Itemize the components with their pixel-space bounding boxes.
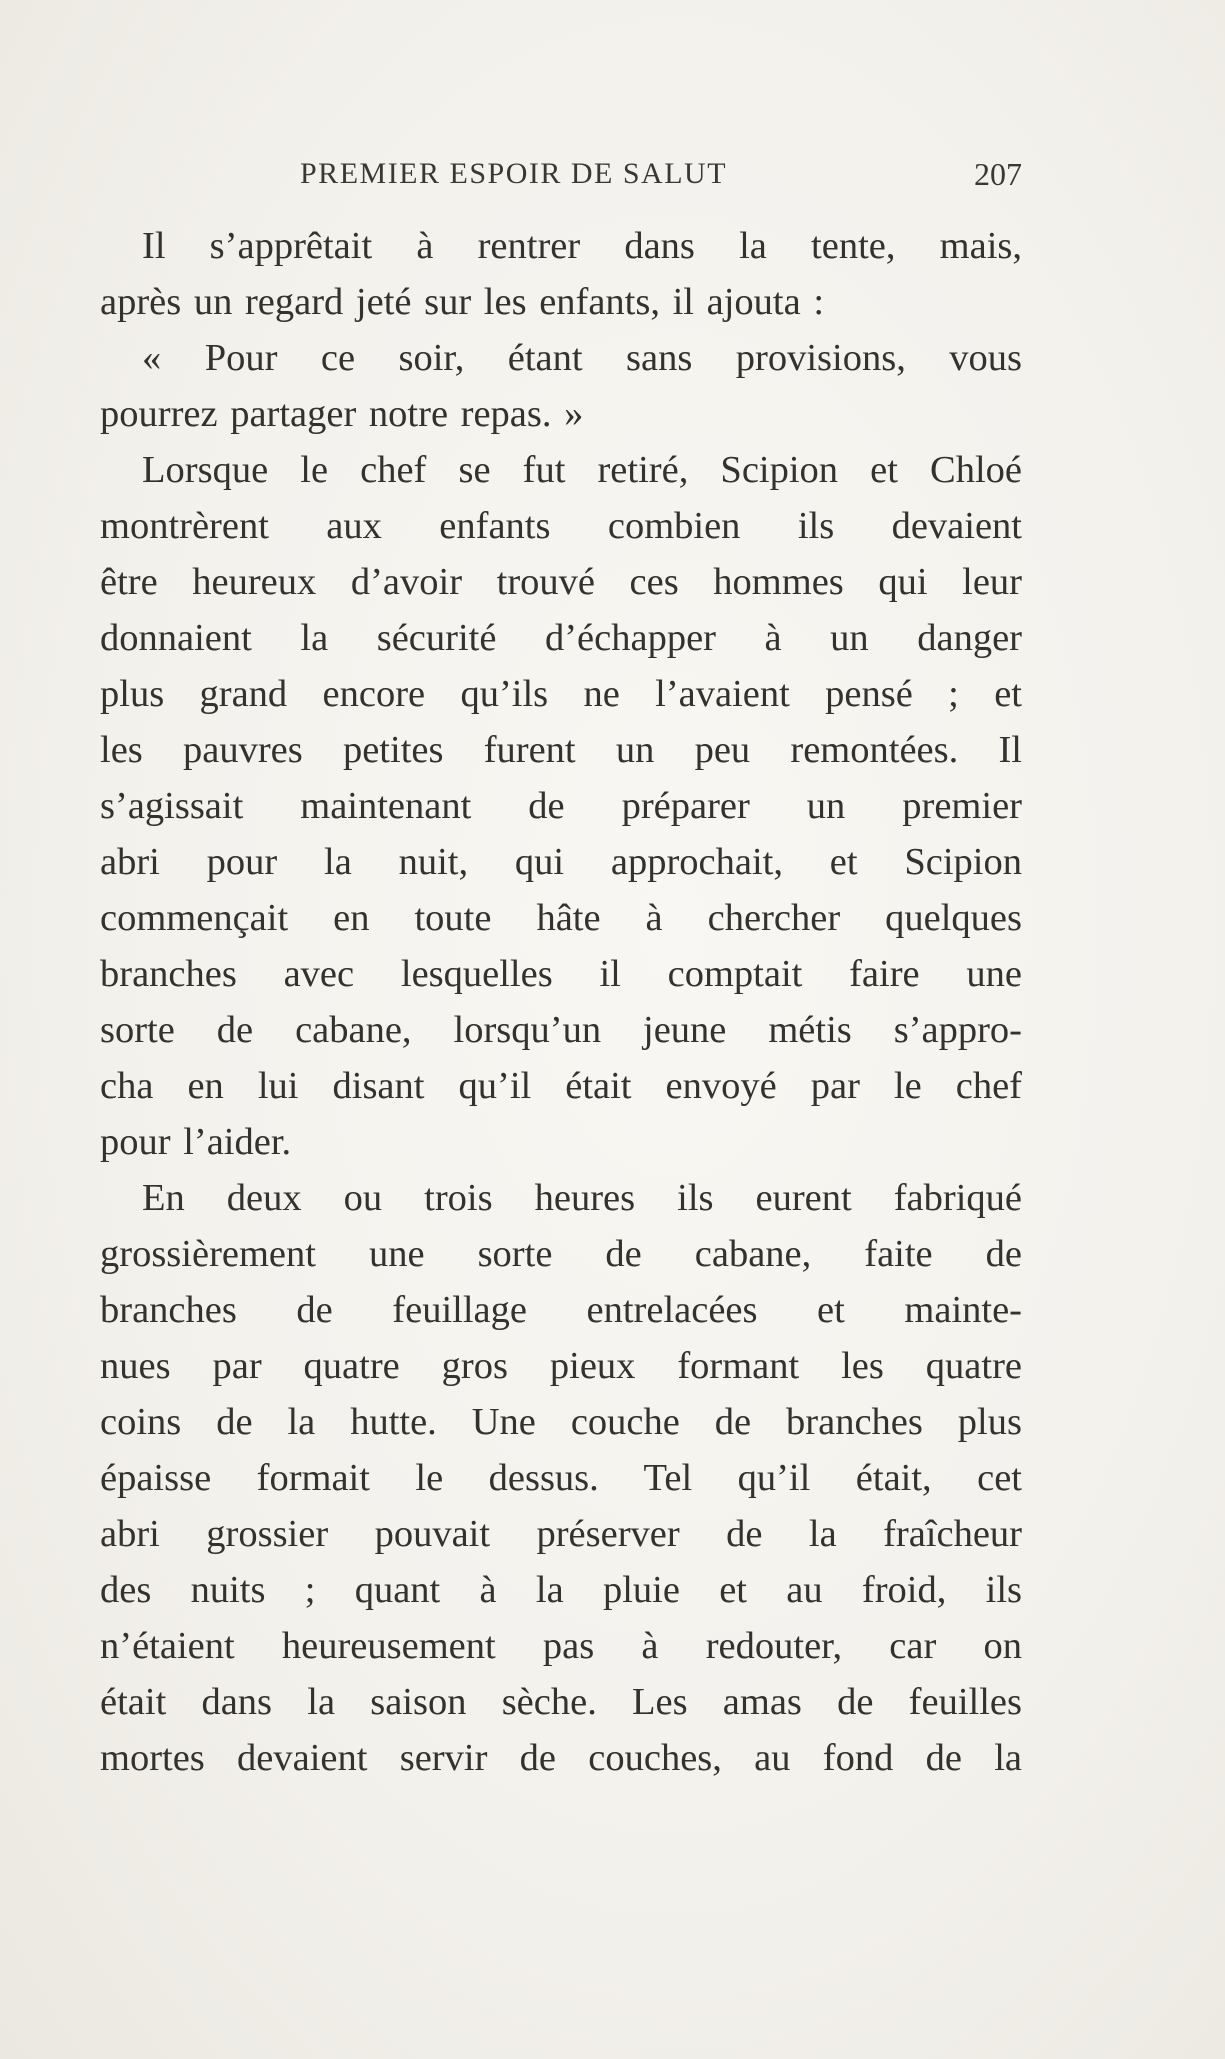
text-line: s’agissait maintenant de préparer un premier (100, 785, 1022, 827)
text-line: branches de feuillage entrelacées et mainte- (100, 1289, 1022, 1331)
paragraph-1 (100, 218, 1022, 330)
text-line: épaisse formait le dessus. Tel qu’il était, cet (100, 1457, 1022, 1499)
page-header (100, 152, 1022, 196)
paragraph-3 (100, 442, 1022, 1170)
text-line: mortes devaient servir de couches, au fond de la (100, 1737, 1022, 1779)
paragraph-4 (100, 1170, 1022, 1786)
text-line: sorte de cabane, lorsqu’un jeune métis s’appro- (100, 1009, 1022, 1051)
text-line: abri pour la nuit, qui approchait, et Scipion (100, 841, 1022, 883)
text-line: des nuits ; quant à la pluie et au froid, ils (100, 1569, 1022, 1611)
text-line: pour l’aider. (100, 1121, 292, 1163)
text-line: commençait en toute hâte à chercher quelques (100, 897, 1022, 939)
text-line: « Pour ce soir, étant sans provisions, vous (142, 337, 1022, 379)
text-line: être heureux d’avoir trouvé ces hommes qui leur (100, 561, 1022, 603)
text-line: après un regard jeté sur les enfants, il ajouta : (100, 281, 825, 323)
text-line: coins de la hutte. Une couche de branches plus (100, 1401, 1022, 1443)
text-line: cha en lui disant qu’il était envoyé par le chef (100, 1065, 1022, 1107)
text-line: En deux ou trois heures ils eurent fabriqué (142, 1177, 1022, 1219)
text-line: plus grand encore qu’ils ne l’avaient pensé ; et (100, 673, 1022, 715)
text-line: Il s’apprêtait à rentrer dans la tente, mais, (142, 225, 1022, 267)
text-line: branches avec lesquelles il comptait faire une (100, 953, 1022, 995)
text-line: était dans la saison sèche. Les amas de feuilles (100, 1681, 1022, 1723)
text-line: donnaient la sécurité d’échapper à un danger (100, 617, 1022, 659)
text-line: n’étaient heureusement pas à redouter, car on (100, 1625, 1022, 1667)
text-line: pourrez partager notre repas. » (100, 393, 584, 435)
page-number: 207 (974, 156, 1022, 192)
text-line: grossièrement une sorte de cabane, faite de (100, 1233, 1022, 1275)
text-line: les pauvres petites furent un peu remontées. Il (100, 729, 1022, 771)
text-line: montrèrent aux enfants combien ils devaient (100, 505, 1022, 547)
body-text (100, 218, 1022, 1786)
running-head: PREMIER ESPOIR DE SALUT (300, 157, 728, 190)
text-line: nues par quatre gros pieux formant les quatre (100, 1345, 1022, 1387)
text-line: abri grossier pouvait préserver de la fraîcheur (100, 1513, 1022, 1555)
paragraph-2 (100, 330, 1022, 442)
text-line: Lorsque le chef se fut retiré, Scipion et Chloé (142, 449, 1022, 491)
